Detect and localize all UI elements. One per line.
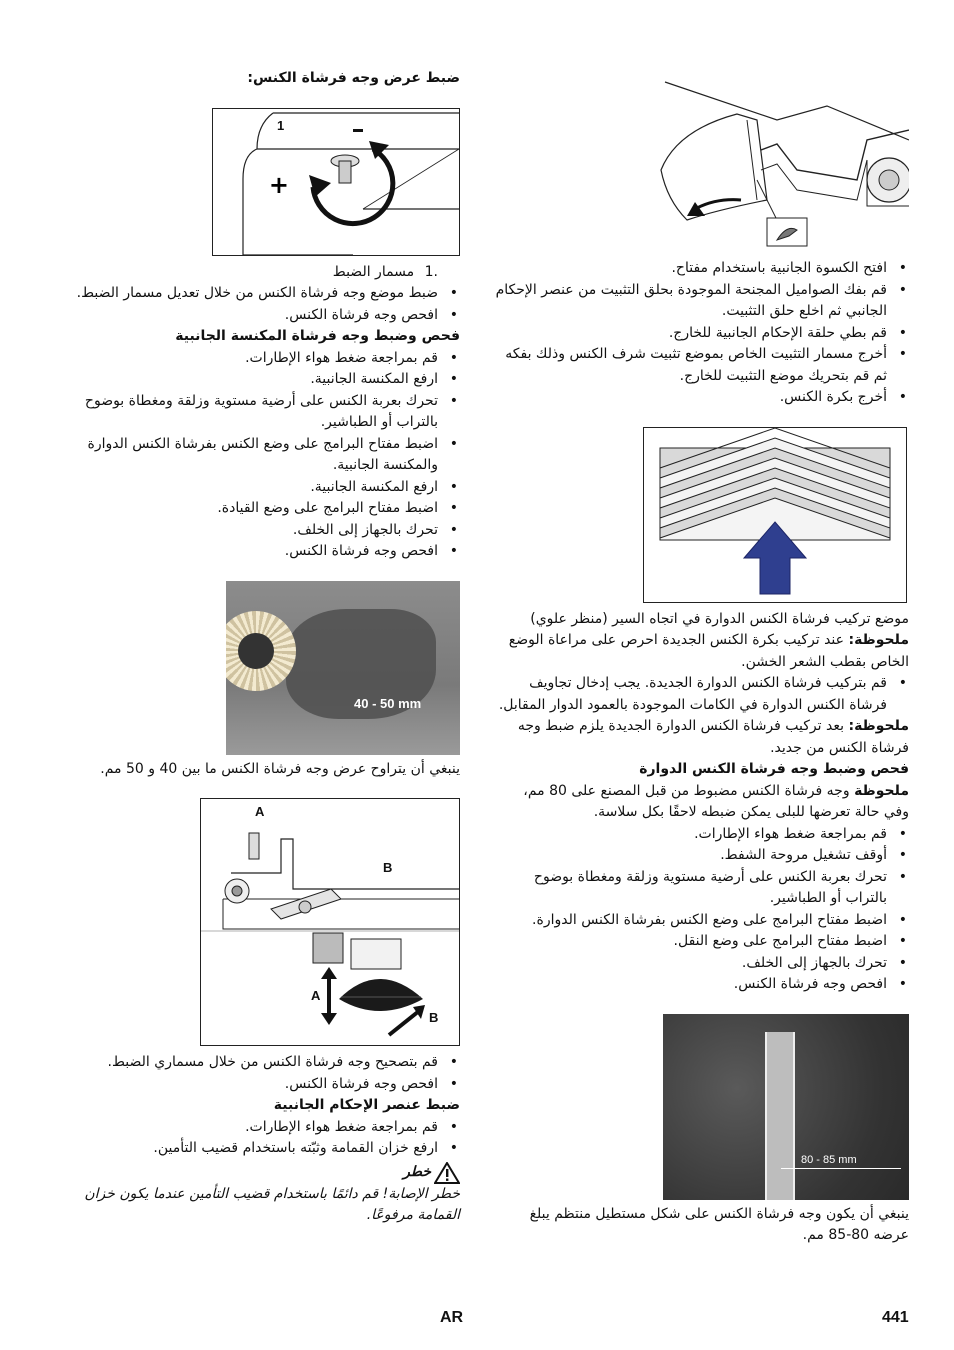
list-item: • ارفع المكنسة الجانبية. — [52, 477, 460, 499]
list-item: • قم بمراجعة ضغط هواء الإطارات. — [495, 824, 909, 846]
note-2-label: ملحوظة — [854, 718, 909, 734]
list-item: • افحص وجه فرشاة الكنس. — [495, 974, 909, 996]
bullet-list-right-3 — [495, 824, 909, 996]
page-number: 441 — [882, 1309, 909, 1326]
adjust-screws-drawing — [201, 799, 459, 1045]
note-2: ملحوظة: بعد تركيب فرشاة الكنس الدوارة الجديدة يلزم ضبط وجه فرشاة الكنس من جديد. — [517, 718, 909, 756]
photo-caption-side-broom: ينبغي أن يتراوح عرض وجه فرشاة الكنس ما بين 40 و 50 مم. — [100, 760, 460, 777]
list-item: • قم بفك الصواميل المجنحة الموجودة بحلق التثبيت من عنصر الإحكام الجانبي ثم اخلع حلق التثبيت. — [495, 280, 909, 323]
list-item: • افحص وجه فرشاة الكنس. — [52, 541, 460, 563]
side-panel-drawing — [657, 80, 909, 248]
list-item: • اضبط مفتاح البرامج على وضع النقل. — [495, 931, 909, 953]
brush-hub — [238, 633, 274, 669]
bullet-list-4 — [52, 1117, 460, 1160]
figure-adjust-screw — [212, 108, 460, 256]
list-item: • ارفع خزان القمامة وثبّته باستخدام قضيب التأمين. — [52, 1138, 460, 1160]
photo-side-broom-pattern — [226, 581, 460, 755]
warning-triangle-icon — [434, 1162, 460, 1184]
figure-brush-orientation — [643, 427, 907, 603]
note-3-text: وجه فرشاة الكنس مضبوط من قبل المصنع على 80 مم، وفي حالة تعرضها للبلى يمكن ضبطه لاحقًا بكل سلاسة. — [523, 782, 909, 820]
language-code: AR — [440, 1309, 464, 1326]
figure-side-panel — [657, 80, 909, 248]
list-item: • قم بمراجعة ضغط هواء الإطارات. — [52, 348, 460, 370]
list-item: • اضبط مفتاح البرامج على وضع الكنس بفرشاة الكنس الدوارة. — [495, 910, 909, 932]
legend-text: مسمار الضبط — [332, 263, 415, 280]
warning-text: خطر الإصابة! قم دائمًا باستخدام قضيب التأمين عندما يكون خزان القمامة مرفوعًا. — [84, 1185, 460, 1223]
adjust-screw-drawing — [213, 109, 459, 255]
callout-b-arrow: B — [429, 1010, 439, 1025]
bullet-list-right-1 — [495, 258, 909, 409]
left-column — [52, 68, 460, 1227]
bullet-list-right-2 — [495, 673, 909, 716]
bullet-list-3 — [52, 1052, 460, 1095]
list-item: • قم بتصحيح وجه فرشاة الكنس من خلال مسماري الضبط. — [52, 1052, 460, 1074]
bullet-list-1 — [52, 283, 460, 326]
note-1: ملحوظة: عند تركيب بكرة الكنس الجديدة احرص على مراعاة الوضع الخاص بقطب الشعر الخشن. — [508, 632, 909, 670]
bullet-list-2 — [52, 348, 460, 563]
figure-caption-orientation: موضع تركيب فرشاة الكنس الدوارة في اتجاه السير (منظر علوي) — [530, 610, 909, 627]
heading-side-broom-check: فحص وضبط وجه فرشاة المكنسة الجانبية — [175, 328, 460, 344]
note-3-label: ملحوظة — [854, 782, 909, 799]
callout-b-mid: B — [383, 860, 393, 875]
callout-a-top: A — [255, 804, 265, 819]
list-item: • قم بمراجعة ضغط هواء الإطارات. — [52, 1117, 460, 1139]
warning-heading — [52, 1162, 460, 1184]
list-item: • تحرك بعربة الكنس على أرضية مستوية وزلقة ومغطاة بوضوح بالتراب أو الطباشير. — [495, 867, 909, 910]
photo-caption-main-brush: ينبغي أن يكون وجه فرشاة الكنس على شكل مستطيل منتظم يبلغ عرضه 80-85 مم. — [529, 1205, 909, 1243]
right-column — [495, 60, 909, 1247]
note-3 — [495, 781, 909, 824]
note-1-text: عند تركيب بكرة الكنس الجديدة احرص على مراعاة الوضع الخاص بقطب الشعر الخشن. — [508, 632, 909, 670]
figure-callout-1: 1 — [277, 117, 285, 133]
list-item: • اضبط مفتاح البرامج على وضع القيادة. — [52, 498, 460, 520]
list-item: • ارفع المكنسة الجانبية. — [52, 369, 460, 391]
photo-measure-label: 80 - 85 mm — [801, 1153, 857, 1166]
list-item: • افحص وجه فرشاة الكنس. — [52, 1074, 460, 1096]
heading-brush-width-adjust: ضبط عرض وجه فرشاة الكنس: — [247, 70, 460, 86]
swept-stripe — [765, 1032, 795, 1200]
list-item: • أخرج بكرة الكنس. — [495, 387, 909, 409]
callout-a-arrow: A — [311, 988, 321, 1003]
list-item: • تحرك بالجهاز إلى الخلف. — [495, 953, 909, 975]
heading-main-brush-check: فحص وضبط وجه فرشاة الكنس الدوارة — [639, 761, 909, 777]
list-item: • قم بطي حلقة الإحكام الجانبية للخارج. — [495, 323, 909, 345]
legend-number: .1 — [424, 263, 438, 280]
heading-side-seal-adjust: ضبط عنصر الإحكام الجانبية — [273, 1097, 460, 1113]
list-item: • تحرك بالجهاز إلى الخلف. — [52, 520, 460, 542]
brush-orientation-drawing — [644, 428, 906, 602]
note-1-label: ملحوظة — [854, 632, 909, 648]
list-item: • افتح الكسوة الجانبية باستخدام مفتاح. — [495, 258, 909, 280]
list-item: • ضبط موضع وجه فرشاة الكنس من خلال تعديل مسمار الضبط. — [52, 283, 460, 305]
list-item: • تحرك بعربة الكنس على أرضية مستوية وزلقة ومغطاة بوضوح بالتراب أو الطباشير. — [52, 391, 460, 434]
warning-title: خطر — [403, 1163, 431, 1180]
list-item: • قم بتركيب فرشاة الكنس الدوارة الجديدة. يجب إدخال تجاويف فرشاة الكنس الدوارة في الكامات الموجودة بالعمود الدوار المقابل. — [495, 673, 909, 716]
list-item: • أخرج مسمار التثبيت الخاص بموضع تثبيت شرف الكنس وذلك بفكه ثم قم بتحريك موضع التثبيت للخارج. — [495, 344, 909, 387]
photo-main-brush-pattern — [663, 1014, 909, 1200]
list-item: • أوقف تشغيل مروحة الشفط. — [495, 845, 909, 867]
svg-text:+: + — [268, 170, 289, 199]
legend-row — [52, 262, 460, 284]
note-2-text: بعد تركيب فرشاة الكنس الدوارة الجديدة يلزم ضبط وجه فرشاة الكنس من جديد. — [517, 718, 909, 756]
figure-adjust-screws-ab — [200, 798, 460, 1046]
list-item: • افحص وجه فرشاة الكنس. — [52, 305, 460, 327]
list-item: • اضبط مفتاح البرامج على وضع الكنس بفرشاة الكنس الدوارة والمكنسة الجانبية. — [52, 434, 460, 477]
photo-measure-label: 40 - 50 mm — [354, 695, 422, 711]
